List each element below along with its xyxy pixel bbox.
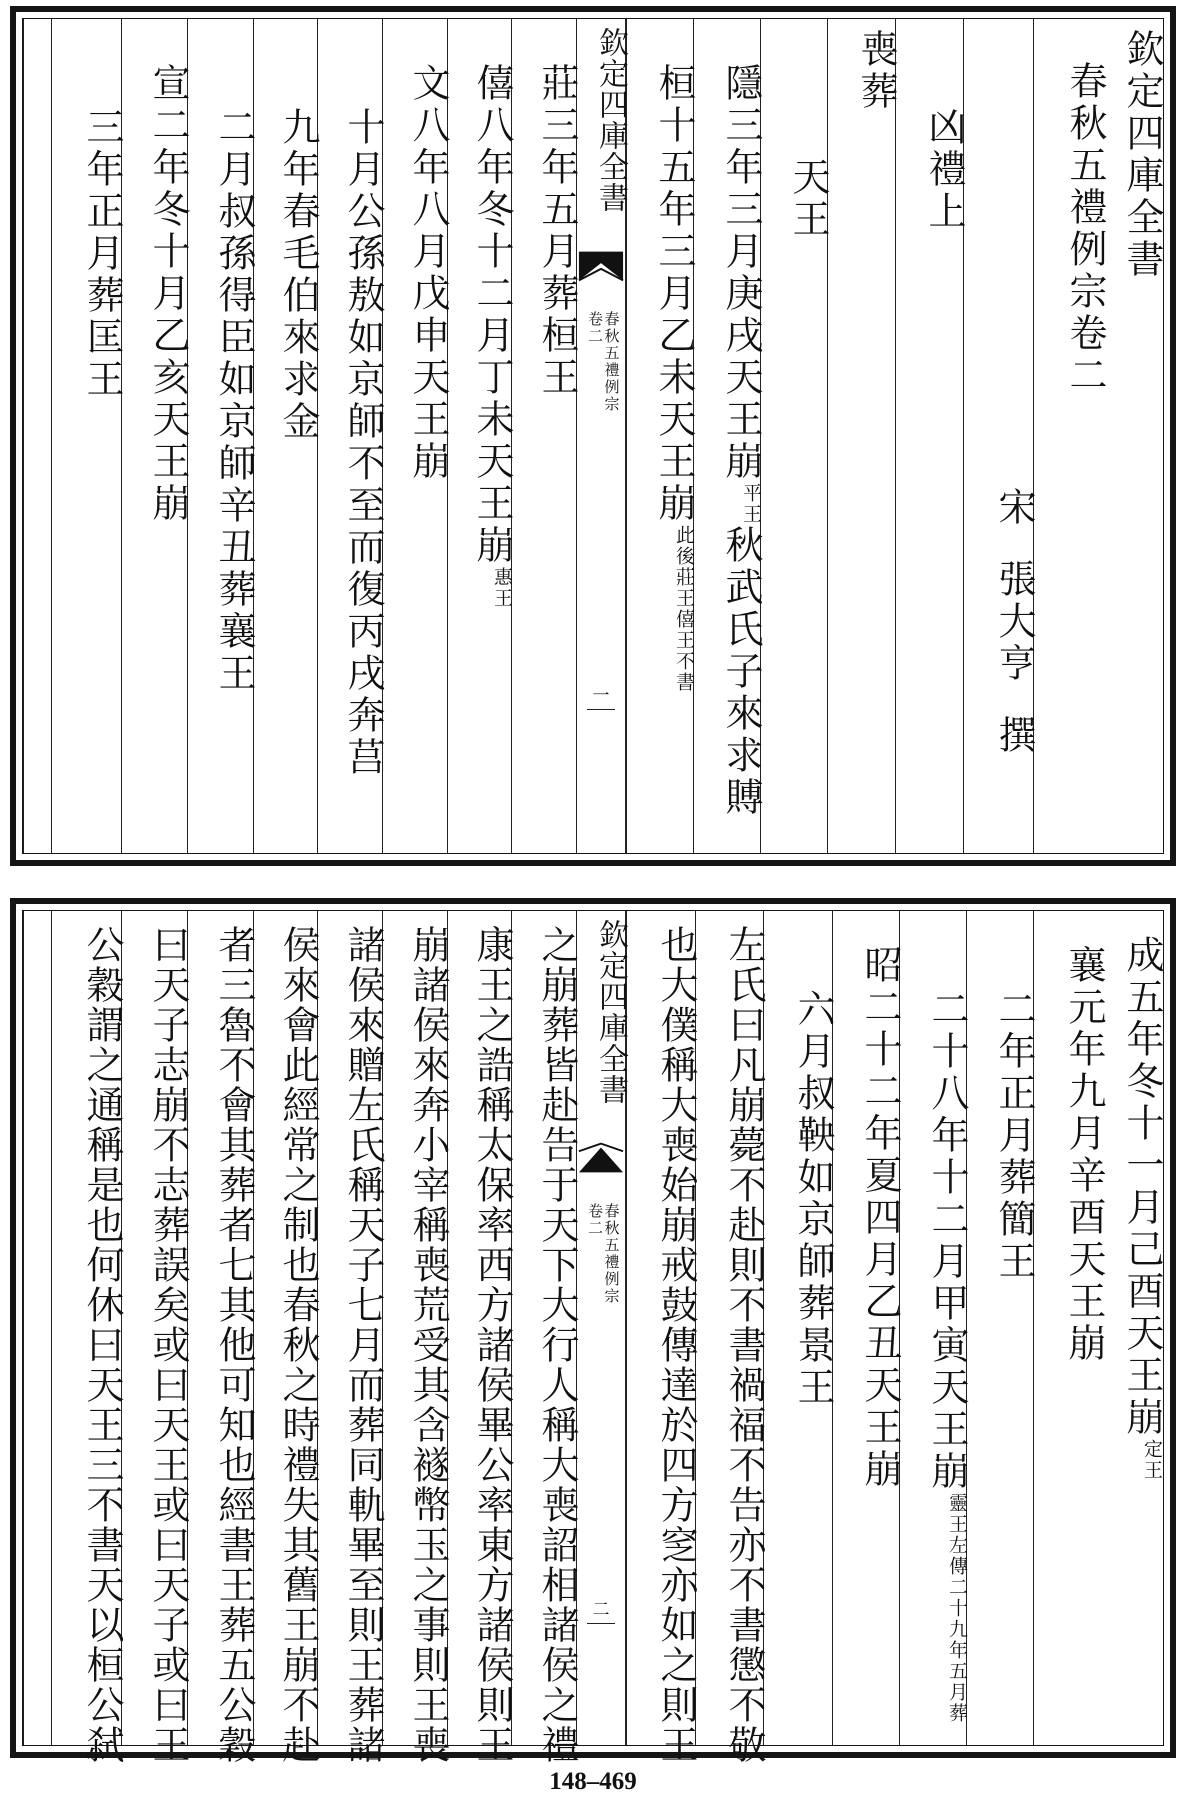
page-number: 148–469 (549, 1768, 637, 1795)
commentary-text: 諸侯來贈左氏稱天子七月而葬同軌畢至則王葬諸 (341, 925, 385, 1765)
entry-text: 宣二年冬十月乙亥天王崩 (146, 63, 190, 525)
fish-tail-mark (577, 249, 625, 283)
commentary-text: 左氏曰凡崩薨不赴則不書禍福不告亦不書懲不敬 (722, 925, 766, 1765)
commentary-text: 康王之誥稱太保率西方諸侯畢公率東方諸侯則王 (470, 925, 514, 1765)
center-title: 欽定四庫全書 (593, 27, 628, 213)
commentary-text: 公穀謂之通稱是也何休曰天王三不書天以桓公弑 (80, 925, 124, 1765)
entry-column (763, 911, 835, 1745)
entry-text (694, 63, 763, 819)
author-line (964, 487, 1036, 757)
entry-continuation: 秋武氏子來求賻 (719, 525, 763, 819)
center-book: 春秋五禮例宗 (602, 311, 621, 413)
entry-note: 惠王 (491, 567, 513, 609)
entry-column (693, 19, 763, 853)
entry-text: 文八年八月戊申天王崩 (406, 63, 450, 483)
commentary-column (382, 911, 450, 1765)
entry-text (1103, 935, 1164, 1481)
entry-text (900, 989, 969, 1724)
commentary-column (447, 911, 514, 1765)
center-volume: 卷二 (586, 311, 604, 345)
entry-column (899, 911, 969, 1745)
entry-text: 十月公孫敖如京師不至而復丙戌奔莒 (341, 107, 385, 779)
entry-note: 定王 (1141, 1439, 1163, 1481)
commentary-text: 之崩葬皆赴告于天下大行人稱大喪詔相諸侯之禮 (535, 925, 579, 1765)
entry-text: 二月叔孫得臣如京師辛丑葬襄王 (212, 107, 256, 695)
entry-column (966, 911, 1036, 1745)
entry-text: 六月叔鞅如京師葬景王 (791, 989, 835, 1409)
commentary-column (121, 911, 190, 1765)
section-heading-column (895, 19, 966, 853)
topic-heading: 天王 (786, 157, 830, 241)
topic-column (760, 19, 830, 853)
commentary-text: 也大僕稱大喪始崩戒鼓傳達於四方窆亦如之則王 (654, 925, 698, 1765)
entry-main: 成五年冬十一月己酉天王崩 (1120, 935, 1164, 1439)
entry-main: 桓十五年三月乙未天王崩 (652, 63, 696, 525)
center-strip (576, 911, 626, 1745)
entry-text (627, 63, 696, 693)
commentary-column (187, 911, 256, 1765)
center-folio: 二 (592, 1600, 610, 1620)
center-folio: 一 (592, 686, 610, 706)
center-book: 春秋五禮例宗 (602, 1203, 621, 1305)
entry-note: 平王 (740, 483, 762, 525)
entry-column (51, 19, 124, 853)
entry-column (511, 19, 579, 853)
entry-text: 九年春毛伯來求金 (276, 107, 320, 443)
center-strip (576, 19, 626, 853)
commentary-column (51, 911, 124, 1765)
blank-column (23, 19, 51, 853)
author-role: 撰 (992, 715, 1036, 757)
entry-column (1103, 911, 1164, 1745)
subsection-column (827, 19, 898, 853)
entry-column (187, 19, 256, 853)
author-name: 張大亨 (992, 559, 1036, 685)
entry-text: 二年正月葬簡王 (992, 989, 1036, 1283)
entry-text: 三年正月葬匡王 (80, 107, 124, 401)
entry-note: 此後莊王僖王不書 (673, 525, 695, 693)
entry-main: 僖八年冬十二月丁未天王崩 (470, 63, 514, 567)
entry-note: 靈王左傳二十九年五月葬 (946, 1493, 968, 1724)
entry-column (447, 19, 514, 853)
entry-column (832, 911, 902, 1745)
commentary-text: 者三魯不會其葬者七其他可知也經書王葬五公穀 (212, 925, 256, 1765)
commentary-text: 侯來會此經常之制也春秋之時禮失其舊王崩不赴 (276, 925, 320, 1765)
commentary-text: 崩諸侯來奔小宰稱喪荒受其含襚幣玉之事則王喪 (406, 925, 450, 1765)
center-rule (587, 709, 615, 710)
subsection-heading: 喪葬 (854, 29, 898, 113)
commentary-column (511, 911, 579, 1765)
entry-column (253, 19, 320, 853)
blank-column (23, 911, 51, 1745)
center-volume: 卷二 (586, 1203, 604, 1237)
commentary-column (626, 911, 698, 1765)
entry-main: 隱三年三月庚戌天王崩 (719, 63, 763, 483)
entry-main: 二十八年十二月甲寅天王崩 (925, 989, 969, 1493)
entry-text: 莊三年五月葬桓王 (535, 63, 579, 399)
entry-column (382, 19, 450, 853)
commentary-text: 曰天子志崩不志葬誤矣或曰天王或曰天子或曰王 (146, 925, 190, 1765)
entry-column (626, 19, 696, 853)
bottom-page (10, 898, 1176, 1765)
entry-text: 昭二十二年夏四月乙丑天王崩 (858, 945, 902, 1491)
section-heading: 凶禮上 (922, 107, 966, 233)
fish-tail-mark (577, 1141, 625, 1175)
center-rule (587, 1623, 615, 1624)
commentary-column (253, 911, 320, 1765)
entry-column (317, 19, 385, 853)
header-title: 欽定四庫全書 (1120, 29, 1164, 281)
top-page (10, 6, 1176, 866)
header-title-column (1104, 19, 1164, 853)
book-title: 春秋五禮例宗卷二 (1063, 61, 1107, 397)
book-title-column (1033, 19, 1107, 853)
commentary-column (317, 911, 385, 1765)
entry-column (1033, 911, 1106, 1745)
entry-text (448, 63, 514, 609)
author-column (963, 19, 1036, 853)
center-title: 欽定四庫全書 (593, 919, 628, 1105)
entry-column (121, 19, 190, 853)
commentary-column (695, 911, 766, 1765)
entry-text: 襄元年九月辛酉天王崩 (1062, 945, 1106, 1365)
author-dynasty: 宋 (992, 487, 1036, 529)
